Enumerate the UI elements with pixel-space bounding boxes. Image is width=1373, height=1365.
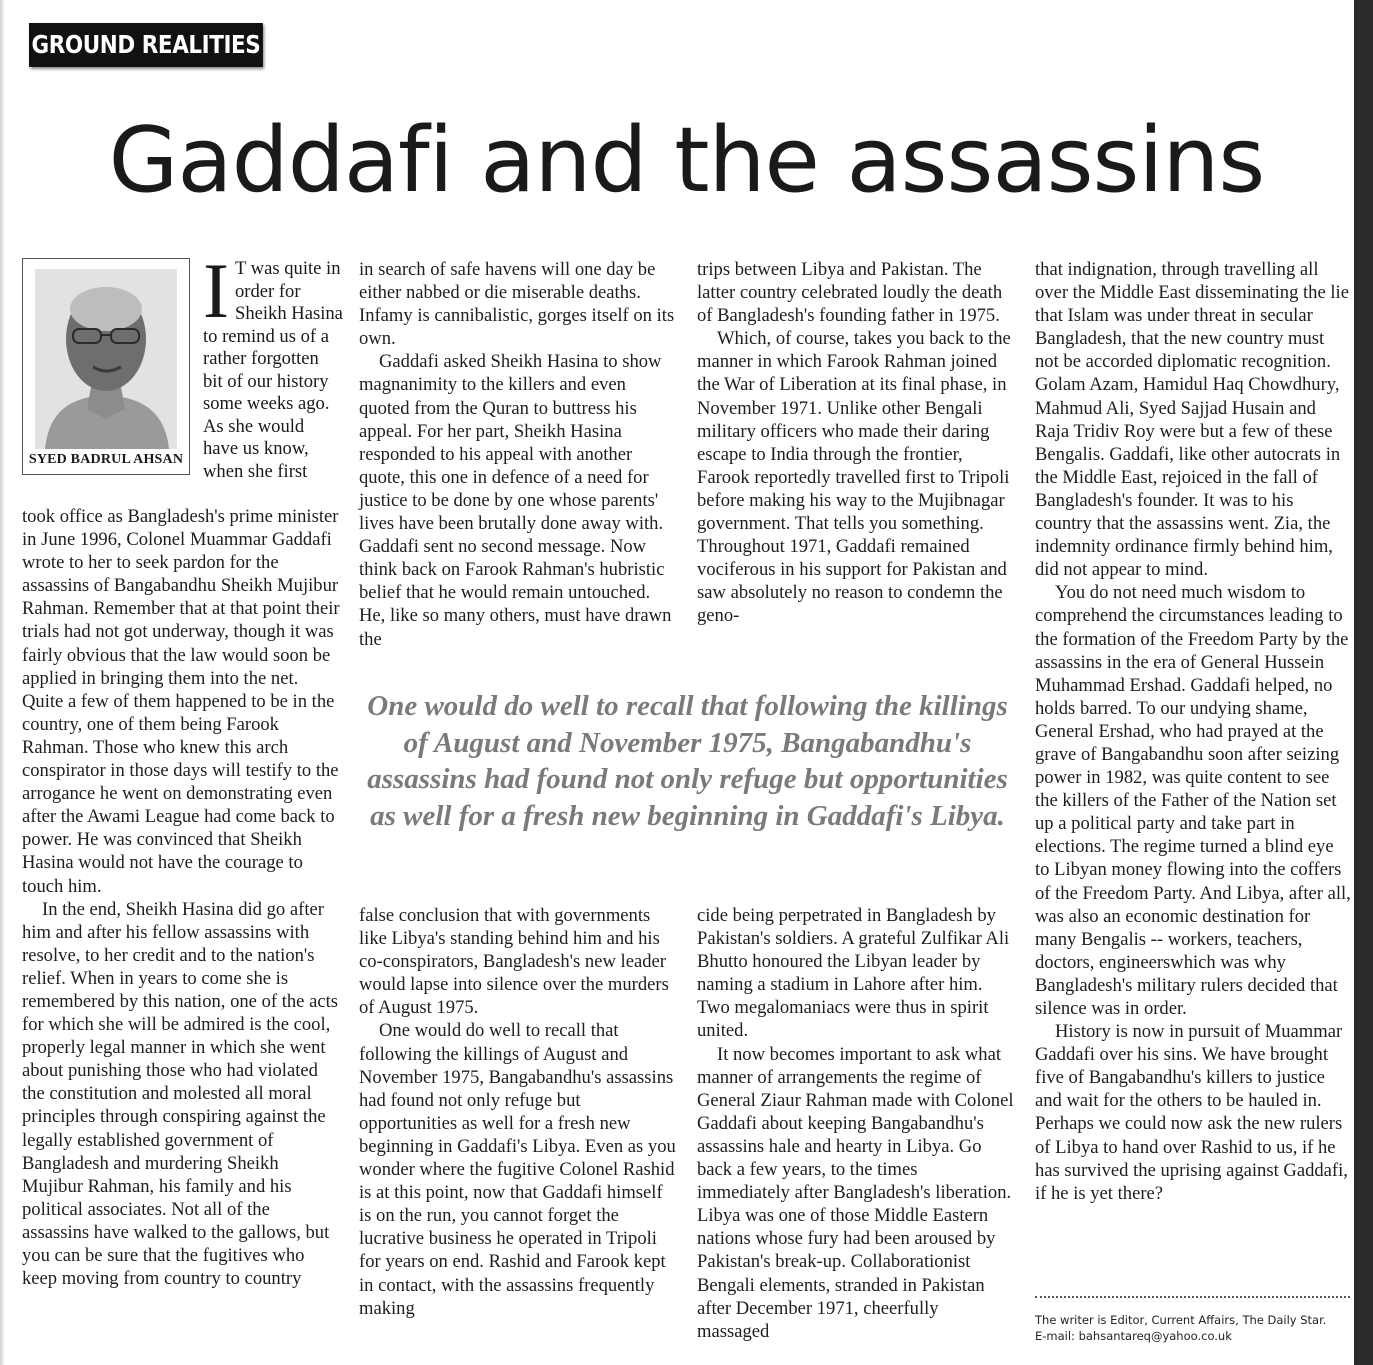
paragraph: cide being perpetrated in Bangladesh by Pakistan's soldiers. A grateful Zulfikar Ali Bhutto honoured the Libyan leader by naming a stadium in Lahore after him. Two megalomaniacs were thus in spirit united. — [697, 905, 1010, 1042]
author-box — [22, 258, 190, 475]
column-4 — [1035, 258, 1351, 1205]
section-kicker: GROUND REALITIES — [29, 23, 263, 67]
paragraph: Gaddafi asked Sheikh Hasina to show magnanimity to the killers and even quoted from the Quran to buttress his appeal. For her part, Sheikh Hasina responded to his appeal with another quote, this one in defence of a need for justice to be done by one whose parents' lives have been brutally done away with. Gaddafi sent no second message. Now think back on Farook Rahman's hubristic belief that he would remain untouched. He, like so many others, must have drawn the — [359, 351, 672, 650]
column-3-bottom — [697, 904, 1015, 1343]
paragraph: You do not need much wisdom to comprehend the circumstances leading to the formation of the Freedom Party by the assassins in the era of General Hussein Muhammad Ershad. Gaddafi helped, no holds barred. To our undying shame, General Ershad, who had prayed at the grave of Bangabandhu soon after seizing power in 1982, was quite content to see the killers of the Father of the Nation set up a political party and take part in elections. The regime turned a blind eye to Libyan money flowing into the coffers of the Freedom Party. And Libya, after all, was also an economic destination for many Bengalis -- workers, teachers, doctors, engineerswhich was why Bangladesh's military rulers decided that silence was in order. — [1035, 582, 1351, 1019]
author-credit: The writer is Editor, Current Affairs, The Daily Star. — [1035, 1313, 1327, 1327]
opening-text: T was quite in order for Sheikh Hasina to remind us of a rather forgotten bit of our history some weeks ago. As she would have us know, when she first — [203, 258, 343, 482]
author-email[interactable]: E-mail: bahsantareq@yahoo.co.uk — [1035, 1329, 1232, 1343]
column-2-bottom — [359, 904, 677, 1320]
paragraph: Which, of course, takes you back to the manner in which Farook Rahman joined the War of Liberation at its final phase, in November 1971. Unlike other Bengali military officers who made their daring escape to India through the frontier, Farook reportedly travelled first to Tripoli before making his way to the Mujibnagar government. That tells you something. Throughout 1971, Gaddafi remained vociferous in his support for Pakistan and saw absolutely no reason to condemn the geno- — [697, 328, 1011, 627]
column-2-top — [359, 258, 677, 651]
pull-quote: One would do well to recall that following the killings of August and November 1975, Bangabandhu's assassins had found not only refuge but opportunities as well for a fresh new beginning in Gaddafi's Libya. — [367, 690, 1008, 832]
author-photo — [35, 269, 177, 449]
paragraph: In the end, Sheikh Hasina did go after him and after his fellow assassins with resolve, to her credit and to the nation's relief. When in years to come she is remembered by this nation, one of the acts for which she will be admired is the cool, properly legal manner in which she went about punishing those who had violated the constitution and molested all moral principles through conspiring against the legally established government of Bangladesh and murdering Sheikh Mujibur Rahman, his family and his political associates. Not all of the assassins have walked to the gallows, but you can be sure that the fugitives who keep moving from country to country — [22, 898, 338, 1290]
paragraph: trips between Libya and Pakistan. The latter country celebrated loudly the death of Bangladesh's founding father in 1975. — [697, 259, 1003, 327]
paragraph: History is now in pursuit of Muammar Gaddafi over his sins. We have brought five of Bangabandhu's killers to justice and wait for the others to be hauled in. Perhaps we could now ask the new rulers of Libya to hand over Rashid to us, if he has survived the uprising against Gaddafi, if he is yet there? — [1035, 1021, 1348, 1204]
paragraph: took office as Bangladesh's prime minister in June 1996, Colonel Muammar Gaddafi wrote to her to seek pardon for the assassins of Bangabandhu Sheikh Mujibur Rahman. Remember that at that point their trials had not got underway, though it was fairly obvious that the law would soon be applied in bringing them into the net. Quite a few of them happened to be in the country, one of them being Farook Rahman. Those who knew this arch conspirator in those days will testify to the arrogance he went on demonstrating even after the Awami League had come back to power. He was convinced that Sheikh Hasina would not have the courage to touch him. — [22, 506, 340, 897]
column-1 — [22, 505, 340, 1290]
article-opening — [203, 247, 343, 483]
column-3-top — [697, 258, 1015, 628]
paragraph: false conclusion that with governments like Libya's standing behind him and his co-conspirators, Bangladesh's new leader would lapse into silence over the murders of August 1975. — [359, 905, 669, 1019]
author-footer — [1035, 1312, 1355, 1344]
drop-cap: I — [203, 247, 229, 334]
footer-divider — [1035, 1296, 1350, 1298]
article-headline: Gaddafi and the assassins — [108, 108, 1265, 213]
paragraph: in search of safe havens will one day be either nabbed or die miserable deaths. Infamy is cannibalistic, gorges itself on its own. — [359, 259, 675, 350]
paragraph: that indignation, through travelling all over the Middle East disseminating the lie that Islam was under threat in secular Bangladesh, that the new country must not be accorded diplomatic recognition. Golam Azam, Hamidul Haq Chowdhury, Mahmud Ali, Syed Sajjad Husain and Raja Tridiv Roy were but a few of these Bengalis. Gaddafi, like other autocrats in the Middle East, rejoiced in the fall of Bangladesh's founder. It was to his country that the assassins went. Zia, the indemnity ordinance firmly behind him, did not appear to mind. — [1035, 259, 1349, 581]
author-portrait-image — [35, 269, 177, 449]
author-name: SYED BADRUL AHSAN — [28, 452, 184, 467]
paragraph: It now becomes important to ask what manner of arrangements the regime of General Ziaur Rahman made with Colonel Gaddafi about keeping Bangabandhu's assassins hale and hearty in Libya. Go back a few years, to the times immediately after Bangladesh's liberation. Libya was one of those Middle Eastern nations whose fury had been aroused by Pakistan's break-up. Collaborationist Bengali elements, stranded in Pakistan after December 1971, cheerfully massaged — [697, 1043, 1014, 1342]
paragraph: One would do well to recall that following the killings of August and November 1975, Bangabandhu's assassins had found not only refuge but opportunities as well for a fresh new beginning in Gaddafi's Libya. Even as you wonder where the fugitive Colonel Rashid is at this point, now that Gaddafi himself is on the run, you cannot forget the lucrative business he operated in Tripoli for years on end. Rashid and Farook kept in contact, with the assassins frequently making — [359, 1020, 676, 1319]
